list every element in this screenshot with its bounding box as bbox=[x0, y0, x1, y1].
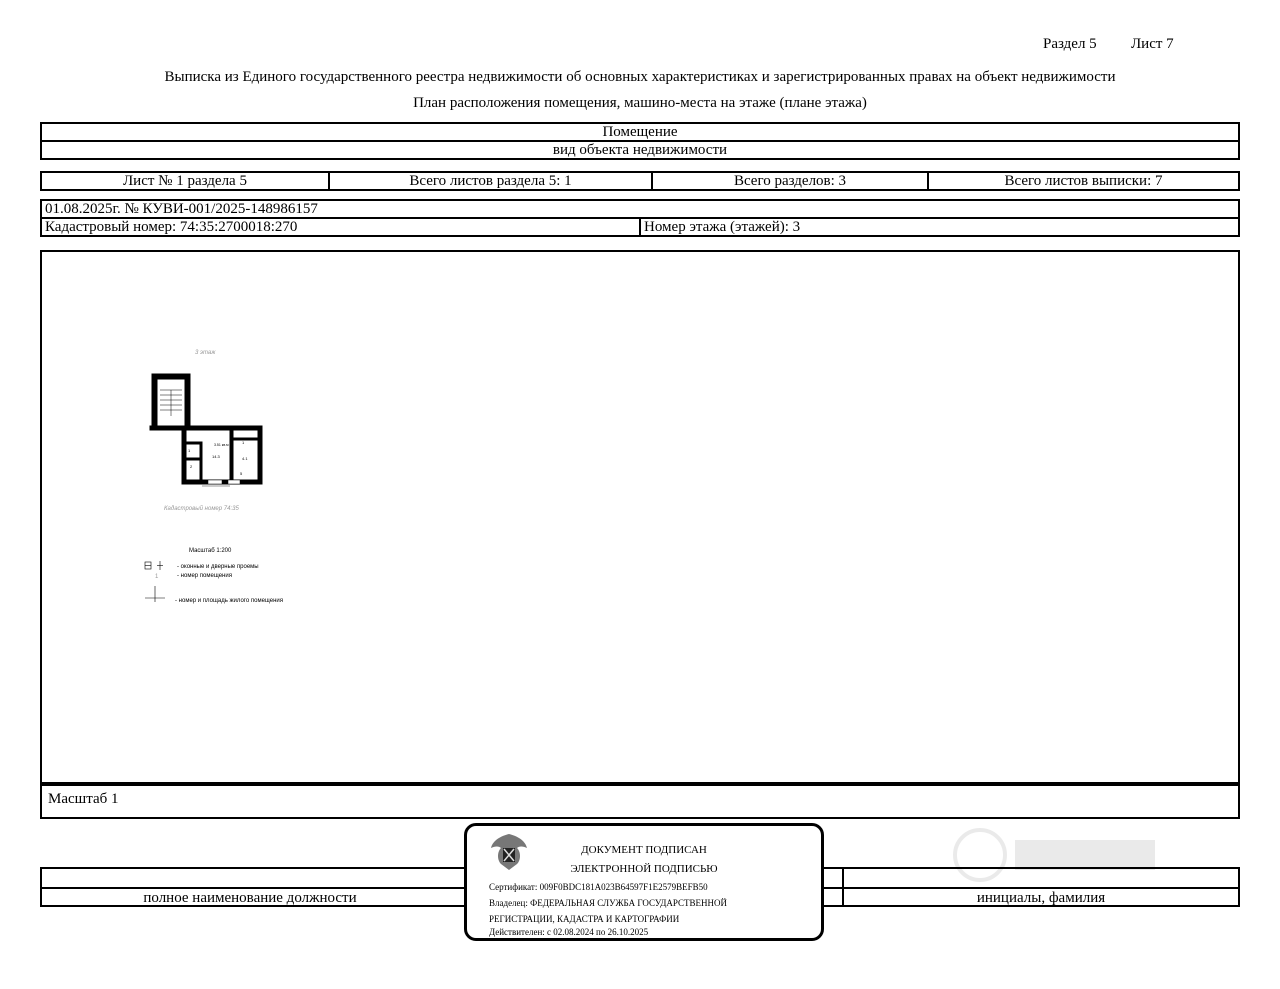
sheets-info-table bbox=[40, 171, 1240, 191]
section-sheets-total: Всего листов раздела 5: 1 bbox=[329, 172, 652, 190]
scale-box bbox=[40, 782, 1240, 819]
document-subtitle: План расположения помещения, машино-места на этаже (плане этажа) bbox=[413, 95, 867, 111]
svg-text:14.3: 14.3 bbox=[212, 454, 220, 459]
stamp-line2: ЭЛЕКТРОННОЙ ПОДПИСЬЮ bbox=[570, 863, 718, 875]
sheet-no: Лист № 1 раздела 5 bbox=[41, 172, 329, 190]
svg-text:Кадастровый номер 74:35: Кадастровый номер 74:35 bbox=[164, 506, 239, 512]
stamp-owner-line1: Владелец: ФЕДЕРАЛЬНАЯ СЛУЖБА ГОСУДАРСТВЕННОЙ bbox=[489, 898, 728, 908]
sheet-number: Лист 7 bbox=[1131, 36, 1174, 52]
svg-text:5: 5 bbox=[240, 471, 243, 476]
object-type-table bbox=[40, 122, 1240, 160]
record-info-table bbox=[40, 199, 1240, 237]
svg-text:1: 1 bbox=[188, 448, 191, 453]
object-type-caption: вид объекта недвижимости bbox=[41, 141, 1239, 159]
svg-text:1: 1 bbox=[155, 574, 159, 580]
legend-room-no: - номер помещения bbox=[177, 573, 232, 579]
stamp-validity: Действителен: с 02.08.2024 по 26.10.2025 bbox=[489, 927, 649, 937]
sections-total: Всего разделов: 3 bbox=[652, 172, 928, 190]
legend-scale: Масштаб 1:200 bbox=[189, 548, 232, 554]
section-number: Раздел 5 bbox=[1043, 36, 1097, 52]
legend-living: - номер и площадь жилого помещения bbox=[175, 598, 284, 604]
legend-openings: - оконные и дверные проемы bbox=[177, 564, 259, 570]
cadastral-number: Кадастровый номер: 74:35:2700018:270 bbox=[41, 218, 640, 236]
stamp-line1: ДОКУМЕНТ ПОДПИСАН bbox=[581, 844, 707, 856]
floor-number: Номер этажа (этажей): 3 bbox=[640, 218, 1239, 236]
stairwell bbox=[152, 374, 190, 426]
record-date-number: 01.08.2025г. № КУВИ-001/2025-148986157 bbox=[41, 200, 1239, 218]
svg-text:1: 1 bbox=[242, 440, 245, 445]
legend-living-icon bbox=[145, 586, 165, 602]
signature-stamp bbox=[464, 823, 824, 941]
object-type: Помещение bbox=[41, 123, 1239, 141]
stamp-certificate: Сертификат: 009F0BDC181A023B64597F1E2579BEFB50 bbox=[489, 882, 708, 892]
extract-sheets-total: Всего листов выписки: 7 bbox=[928, 172, 1239, 190]
legend-openings-icon bbox=[145, 561, 163, 570]
document-title: Выписка из Единого государственного реестра недвижимости об основных характеристиках и зарегистрированных правах на объект недвижимости bbox=[164, 69, 1116, 85]
floor-plan-drawing bbox=[130, 340, 330, 620]
floor-label: 3 этаж bbox=[195, 350, 216, 356]
watermark-logo bbox=[950, 815, 1170, 895]
scale-label: Масштаб 1 bbox=[48, 791, 119, 807]
stamp-owner-line2: РЕГИСТРАЦИИ, КАДАСТРА И КАРТОГРАФИИ bbox=[489, 914, 680, 924]
svg-text:2: 2 bbox=[190, 464, 193, 469]
svg-text:4.1: 4.1 bbox=[242, 456, 248, 461]
initials-label: инициалы, фамилия bbox=[976, 890, 1106, 906]
svg-text:3.51 кв.м: 3.51 кв.м bbox=[214, 443, 229, 447]
position-label: полное наименование должности bbox=[143, 890, 357, 906]
